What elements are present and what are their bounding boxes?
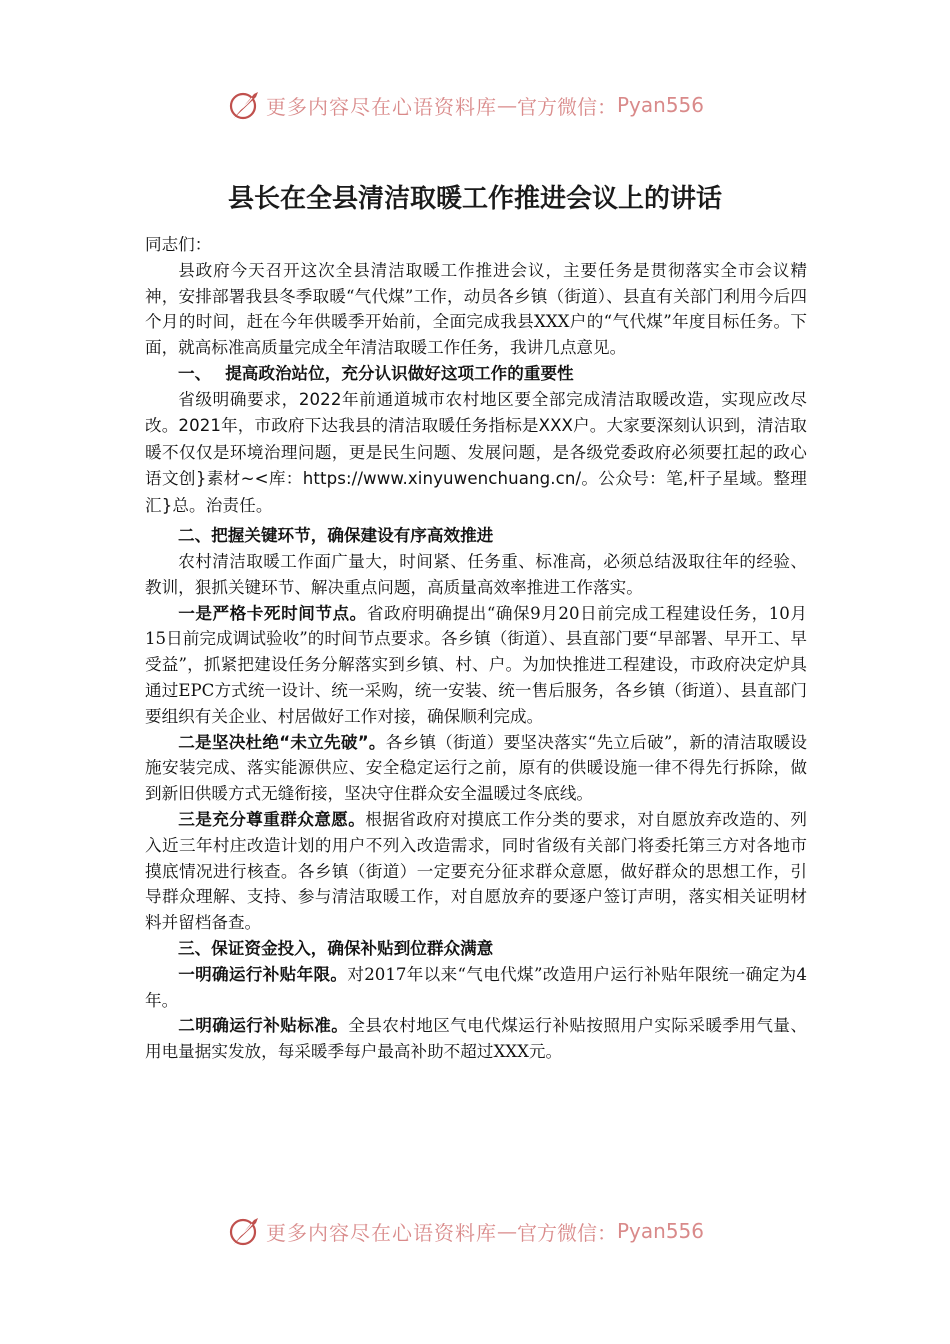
section-1-paragraph: 省级明确要求，2022年前通道城市农村地区要全部完成清洁取暖改造，实现应改尽改。2021年，市政府下达我县的清洁取暖任务指标是XXX户。大家要深刻认识到，清洁取暖不仅仅是环境治理问题，更是民生问题、发展问题，是各级党委政府必须要扛起的政心语文创}素材~<库：https://www.xinyuwenchuang.cn/。公众号：笔,杆子星域。整理汇}总。治责任。 [145,389,807,515]
item-lead: 二是坚决杜绝“未立先破”。 [178,732,386,752]
greeting: 同志们： [145,235,212,254]
banner-wechat-label: 官方微信： [517,94,617,119]
banner-separator: — [497,1219,517,1243]
footer-watermark-banner [228,1213,748,1249]
intro-paragraph: 县政府今天召开这次全县清洁取暖工作推进会议，主要任务是贯彻落实全市会议精神，安排部署我县冬季取暖“气代煤”工作，动员各乡镇（街道）、县直有关部门利用今后四个月的时间，赶在今年供暖季开始前，全面完成我县XXX户的“气代煤”年度目标任务。下面，就高标准高质量完成全年清洁取暖工作任务，我讲几点意见。 [145,260,807,358]
banner-wechat-label: 官方微信： [517,1220,617,1245]
section-2-item-1 [145,601,807,730]
quill-logo-icon [228,1214,262,1248]
item-text: 全县农村地区气电代煤运行补贴按照用户实际采暖季用气量、用电量据实发放，每采暖季每户最高补助不超过XXX元。 [145,1016,808,1062]
section-3-heading: 三、保证资金投入，确保补贴到位群众满意 [178,939,494,959]
document-body [145,232,807,1065]
quill-logo-icon [228,88,262,122]
section-1-heading [145,361,807,387]
section-2-paragraph: 农村清洁取暖工作面广量大，时间紧、任务重、标准高，必须总结汲取往年的经验、教训，狠抓关键环节、解决重点问题，高质量高效率推进工作落实。 [145,552,807,597]
banner-account: Pyan556 [617,93,705,117]
header-watermark-banner [228,87,748,123]
banner-main-text: 更多内容尽在心语资料库 [266,1220,497,1245]
item-text: 各乡镇（街道）要坚决落实“先立后破”，新的清洁取暖设施安装完成、落实能源供应、安全稳定运行之前，原有的供暖设施一律不得先行拆除，做到新旧供暖方式无缝衔接，坚决守住群众安全温暖过冬底线。 [145,732,808,804]
section-2-item-3 [145,807,807,936]
section-1-number: 一、 [178,363,212,383]
item-lead: 三是充分尊重群众意愿。 [178,810,366,830]
section-3-item-2 [145,1013,807,1065]
section-2-item-2 [145,730,807,807]
section-3-item-1 [145,962,807,1014]
item-lead: 一是严格卡死时间节点。 [178,603,367,623]
banner-separator: — [497,93,517,117]
item-lead: 一明确运行补贴年限。 [178,964,348,984]
document-title: 县长在全县清洁取暖工作推进会议上的讲话 [227,184,722,214]
item-text: 省政府明确提出“确保9月20日前完成工程建设任务，10月15日前完成调试验收”的时间节点要求。各乡镇（街道）、县直部门要“早部署、早开工、早受益”，抓紧把建设任务分解落实到乡镇、村、户。为加快推进工程建设，市政府决定炉具通过EPC方式统一设计、统一采购，统一安装、统一售后服务，各乡镇（街道）、县直部门要组织有关企业、村居做好工作对接，确保顺利完成。 [145,603,807,726]
item-text: 对2017年以来“气电代煤”改造用户运行补贴年限统一确定为4年。 [145,964,807,1010]
section-1-heading-text: 提高政治站位，充分认识做好这项工作的重要性 [225,363,574,383]
section-2-heading: 二、把握关键环节，确保建设有序高效推进 [178,526,494,546]
item-lead: 二明确运行补贴标准。 [178,1016,349,1036]
banner-account: Pyan556 [617,1219,705,1243]
banner-main-text: 更多内容尽在心语资料库 [266,94,497,119]
item-text: 根据省政府对摸底工作分类的要求，对自愿放弃改造的、列入近三年村庄改造计划的用户不列入改造需求，同时省级有关部门将委托第三方对各地市摸底情况进行核查。各乡镇（街道）一定要充分征求群众意愿，做好群众的思想工作，引导群众理解、支持、参与清洁取暖工作，对自愿放弃的要逐户签订声明，落实相关证明材料并留档备查。 [145,810,808,933]
